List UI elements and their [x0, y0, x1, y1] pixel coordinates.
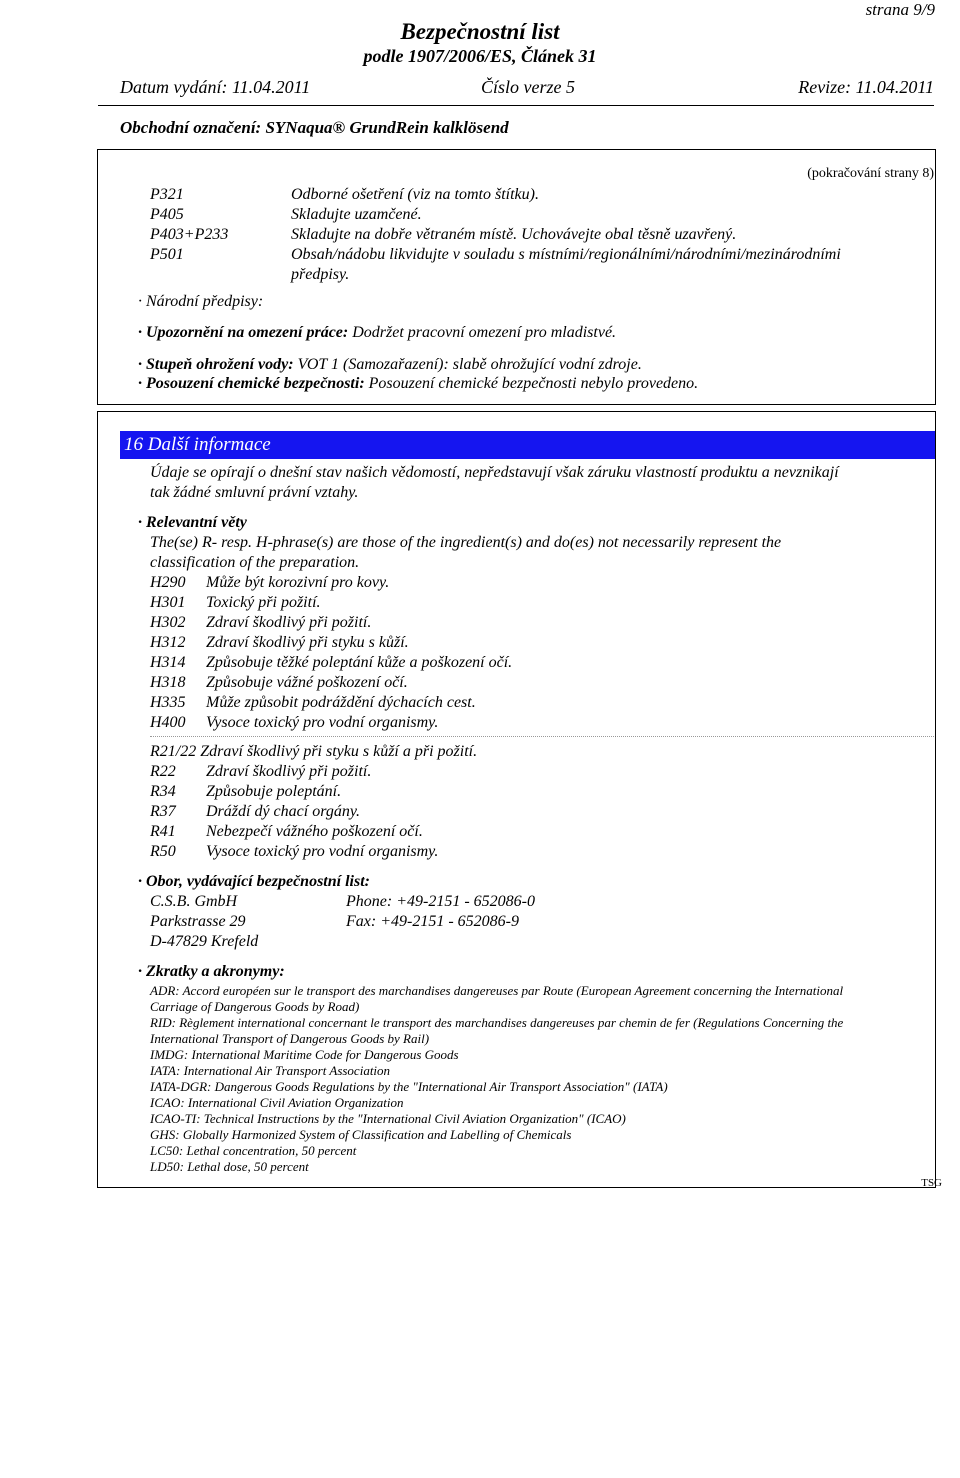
r-phrase-code: R37	[150, 803, 176, 820]
trade-name: Obchodní označení: SYNaqua® GrundRein kalklösend	[120, 118, 509, 137]
p-statement-text: Obsah/nádobu likvidujte v souladu s místními/regionálními/národními/mezinárodními	[291, 246, 841, 263]
h-phrase-text: Může způsobit podráždění dýchacích cest.	[206, 694, 476, 711]
r-phrase-text: Zdraví škodlivý při požití.	[206, 763, 372, 780]
chemical-safety	[138, 375, 698, 393]
footer-tag: TSG	[921, 1177, 942, 1189]
work-restriction-value: Dodržet pracovní omezení pro mladistvé.	[348, 324, 617, 341]
abbreviation-line: International Transport of Dangerous Goods by Rail)	[150, 1031, 430, 1046]
revision-date: Revize: 11.04.2011	[798, 77, 934, 97]
version-number: Číslo verze 5	[481, 77, 575, 97]
abbreviation-line: GHS: Globally Harmonized System of Classification and Labelling of Chemicals	[150, 1127, 572, 1142]
h-phrase-code: H312	[150, 634, 186, 651]
issuer-phone: Phone: +49-2151 - 652086-0	[346, 893, 535, 910]
p-statement-code: P321	[150, 186, 184, 203]
national-regulations-label: · Národní předpisy:	[138, 293, 264, 310]
r-phrase-code: R41	[150, 823, 176, 840]
p-statement-text: Odborné ošetření (viz na tomto štítku).	[291, 186, 539, 203]
abbreviation-line: LD50: Lethal dose, 50 percent	[150, 1159, 309, 1174]
h-phrase-text: Zdraví škodlivý při styku s kůží.	[206, 634, 409, 651]
document-title: Bezpečnostní list	[400, 19, 560, 44]
issue-date: Datum vydání: 11.04.2011	[120, 77, 311, 97]
abbreviation-line: ADR: Accord européen sur le transport des marchandises dangereuses par Route (European Agreement concerning the International	[150, 983, 844, 998]
h-phrase-code: H290	[150, 574, 186, 591]
p-statement-text: Skladujte uzamčené.	[291, 206, 422, 223]
relevant-note-line-1: The(se) R- resp. H-phrase(s) are those of the ingredient(s) and do(es) not necessarily represent the	[150, 534, 782, 551]
abbreviation-line: RID: Règlement international concernant le transport des marchandises dangereuses par chemin de fer (Regulations Concerning the	[150, 1015, 844, 1030]
document-subtitle: podle 1907/2006/ES, Článek 31	[363, 46, 597, 66]
issuer-fax: Fax: +49-2151 - 652086-9	[346, 913, 519, 930]
h-phrase-code: H314	[150, 654, 186, 671]
h-phrase-text: Může být korozivní pro kovy.	[206, 574, 390, 591]
dotted-separator	[150, 736, 934, 737]
chemical-safety-value: Posouzení chemické bezpečnosti nebylo provedeno.	[364, 375, 699, 392]
work-restriction	[138, 324, 616, 342]
abbreviation-line: IATA: International Air Transport Association	[150, 1063, 391, 1078]
page-number: strana 9/9	[865, 0, 935, 19]
h-phrase-text: Způsobuje vážné poškození očí.	[206, 674, 408, 691]
p-statement-text: Skladujte na dobře větraném místě. Uchovávejte obal těsně uzavřený.	[291, 226, 737, 243]
p-statement-text-continued: předpisy.	[291, 266, 350, 283]
abbreviation-line: ICAO: International Civil Aviation Organization	[150, 1095, 404, 1110]
r-phrase-text: Způsobuje poleptání.	[206, 783, 342, 800]
h-phrase-text: Vysoce toxický pro vodní organismy.	[206, 714, 439, 731]
issuer-city: D-47829 Krefeld	[150, 933, 259, 950]
r-phrase-code: R50	[150, 843, 176, 860]
h-phrase-code: H302	[150, 614, 186, 631]
abbreviation-line: IATA-DGR: Dangerous Goods Regulations by the "International Air Transport Association" (IATA)	[150, 1079, 668, 1094]
issuer-label: · Obor, vydávající bezpečnostní list:	[138, 873, 370, 890]
water-hazard-value: VOT 1 (Samozařazení): slabě ohrožující vodní zdroje.	[293, 356, 642, 373]
disclaimer-line-1: Údaje se opírají o dnešní stav našich vědomostí, nepředstavují však záruku vlastností produktu a nevznikají	[150, 464, 839, 481]
h-phrase-code: H318	[150, 674, 186, 691]
p-statement-code: P403+P233	[150, 226, 229, 243]
r-phrase-code: R34	[150, 783, 176, 800]
issuer-company: C.S.B. GmbH	[150, 893, 238, 910]
issuer-street: Parkstrasse 29	[150, 913, 246, 930]
water-hazard-label: · Stupeň ohrožení vody:	[138, 356, 294, 373]
section-16-heading: 16 Další informace	[120, 431, 935, 459]
abbreviations-label: · Zkratky a akronymy:	[138, 963, 285, 980]
abbreviation-line: IMDG: International Maritime Code for Dangerous Goods	[150, 1047, 459, 1062]
h-phrase-text: Toxický při požití.	[206, 594, 321, 611]
r-phrase-code: R22	[150, 763, 176, 780]
relevant-phrases-label: · Relevantní věty	[138, 514, 247, 531]
water-hazard	[138, 356, 642, 374]
h-phrase-text: Způsobuje těžké poleptání kůže a poškození očí.	[206, 654, 513, 671]
r-phrase-combined: R21/22 Zdraví škodlivý při styku s kůží a při požití.	[150, 743, 478, 760]
continuation-note: (pokračování strany 8)	[807, 166, 934, 181]
relevant-note-line-2: classification of the preparation.	[150, 554, 360, 571]
h-phrase-code: H301	[150, 594, 186, 611]
disclaimer-line-2: tak žádné smluvní právní vztahy.	[150, 484, 359, 501]
chemical-safety-label: · Posouzení chemické bezpečnosti:	[138, 375, 365, 392]
p-statement-code: P501	[150, 246, 184, 263]
abbreviation-line: LC50: Lethal concentration, 50 percent	[150, 1143, 357, 1158]
work-restriction-label: · Upozornění na omezení práce:	[138, 324, 349, 341]
h-phrase-text: Zdraví škodlivý při požití.	[206, 614, 372, 631]
h-phrase-code: H335	[150, 694, 186, 711]
r-phrase-text: Vysoce toxický pro vodní organismy.	[206, 843, 439, 860]
r-phrase-text: Nebezpečí vážného poškození očí.	[206, 823, 423, 840]
abbreviation-line: Carriage of Dangerous Goods by Road)	[150, 999, 360, 1014]
header-divider	[98, 105, 934, 106]
r-phrase-text: Dráždí dý chací orgány.	[206, 803, 361, 820]
abbreviation-line: ICAO-TI: Technical Instructions by the "International Civil Aviation Organization" (ICAO)	[150, 1111, 626, 1126]
h-phrase-code: H400	[150, 714, 186, 731]
p-statement-code: P405	[150, 206, 184, 223]
